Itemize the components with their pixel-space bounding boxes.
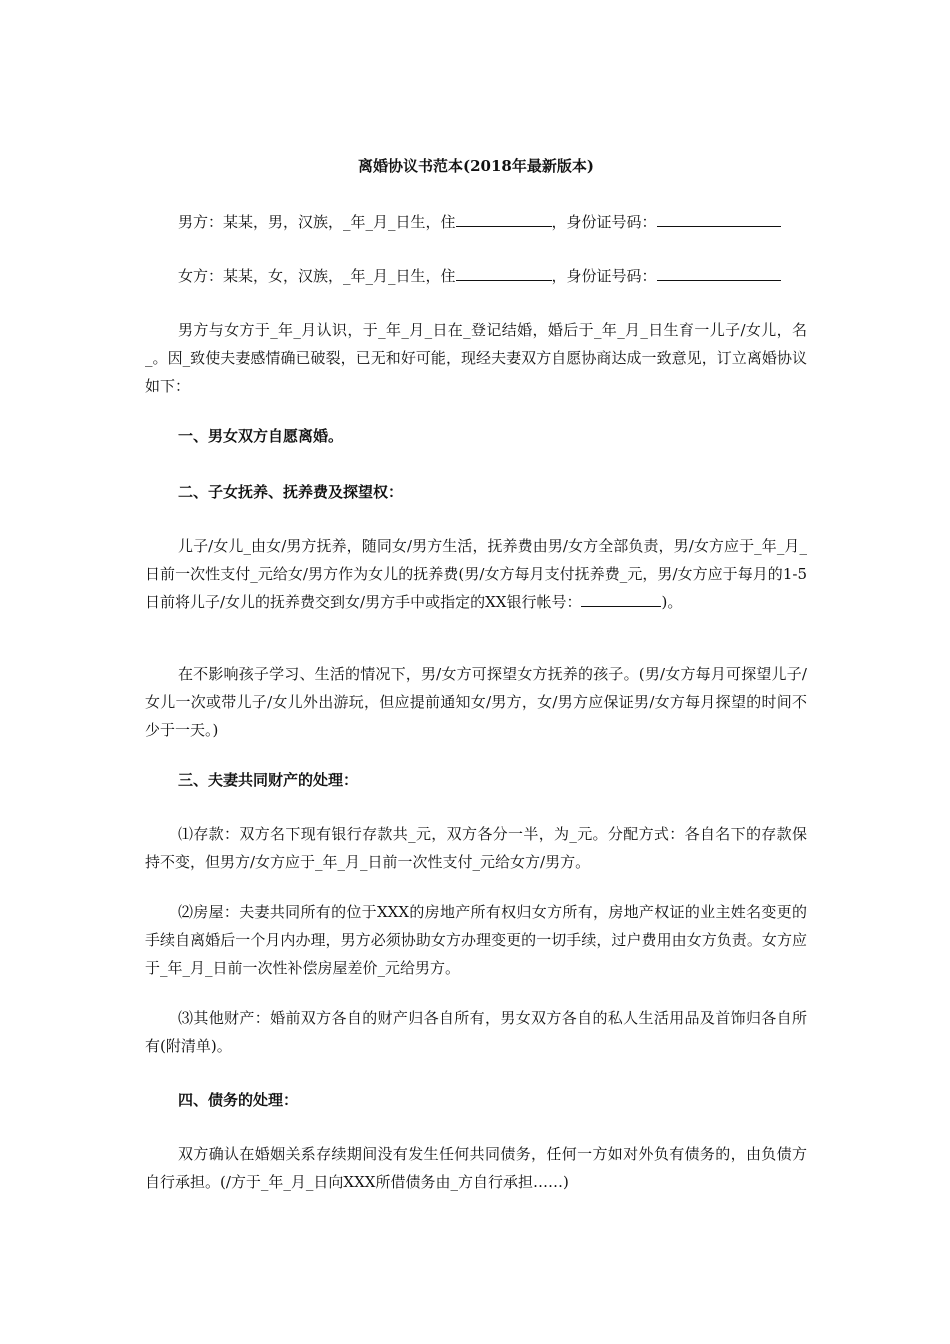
section-2-heading: 二、子女抚养、抚养费及探望权： [178, 483, 404, 501]
property-savings: ⑴存款：双方名下现有银行存款共_元，双方各分一半，为_元。分配方式：各自名下的存款保持不变，但男方/女方应于_年_月_日前一次性支付_元给女方/男方。 [145, 825, 807, 871]
section-4-heading: 四、债务的处理： [178, 1091, 299, 1109]
document-title: 离婚协议书范本(2018年最新版本) [358, 157, 594, 175]
wife-id-label: ，身份证号码： [551, 267, 657, 285]
section-3-heading: 三、夫妻共同财产的处理： [178, 771, 359, 789]
section-1-heading: 一、男女双方自愿离婚。 [178, 427, 344, 445]
husband-info-text: 男方：某某，男，汉族，_年_月_日生，住 [178, 213, 456, 231]
custody-text-end: )。 [661, 593, 683, 611]
husband-id-blank [657, 211, 781, 227]
property-house: ⑵房屋：夫妻共同所有的位于XXX的房地产所有权归女方所有，房地产权证的业主姓名变更的手续自离婚后一个月内办理，男方必须协助女方办理变更的一切手续，过户费用由女方负责。女方应于_年_月_日前一次性补偿房屋差价_元给男方。 [145, 903, 807, 977]
wife-info-text: 女方：某某，女，汉族，_年_月_日生，住 [178, 267, 456, 285]
debt-paragraph: 双方确认在婚姻关系存续期间没有发生任何共同债务，任何一方如对外负有债务的，由负债方自行承担。(/方于_年_月_日向XXX所借债务由_方自行承担……) [145, 1145, 807, 1191]
property-other: ⑶其他财产：婚前双方各自的财产归各自所有，男女双方各自的私人生活用品及首饰归各自所有(附清单)。 [145, 1009, 807, 1055]
wife-id-blank [657, 265, 781, 281]
wife-info [145, 262, 807, 290]
husband-info [145, 208, 807, 236]
wife-address-blank [456, 265, 552, 281]
bank-account-blank-1 [581, 591, 621, 607]
husband-id-label: ，身份证号码： [551, 213, 657, 231]
intro-paragraph: 男方与女方于_年_月认识，于_年_月_日在_登记结婚，婚后于_年_月_日生育一儿子/女儿，名_。因_致使夫妻感情确已破裂，已无和好可能，现经夫妻双方自愿协商达成一致意见，订立离婚协议如下： [145, 321, 807, 395]
custody-paragraph [145, 532, 807, 616]
bank-account-blank-2 [621, 591, 661, 607]
husband-address-blank [456, 211, 552, 227]
custody-text: 儿子/女儿_由女/男方抚养，随同女/男方生活，抚养费由男/女方全部负责，男/女方应于_年_月_日前一次性支付_元给女/男方作为女儿的抚养费(男/女方每月支付抚养费_元，男/女方应于每月的1-5日前将儿子/女儿的抚养费交到女/男方手中或指定的XX银行帐号： [145, 537, 807, 611]
visitation-paragraph: 在不影响孩子学习、生活的情况下，男/女方可探望女方抚养的孩子。(男/女方每月可探望儿子/女儿一次或带儿子/女儿外出游玩，但应提前通知女/男方，女/男方应保证男/女方每月探望的时间不少于一天。) [145, 665, 807, 739]
